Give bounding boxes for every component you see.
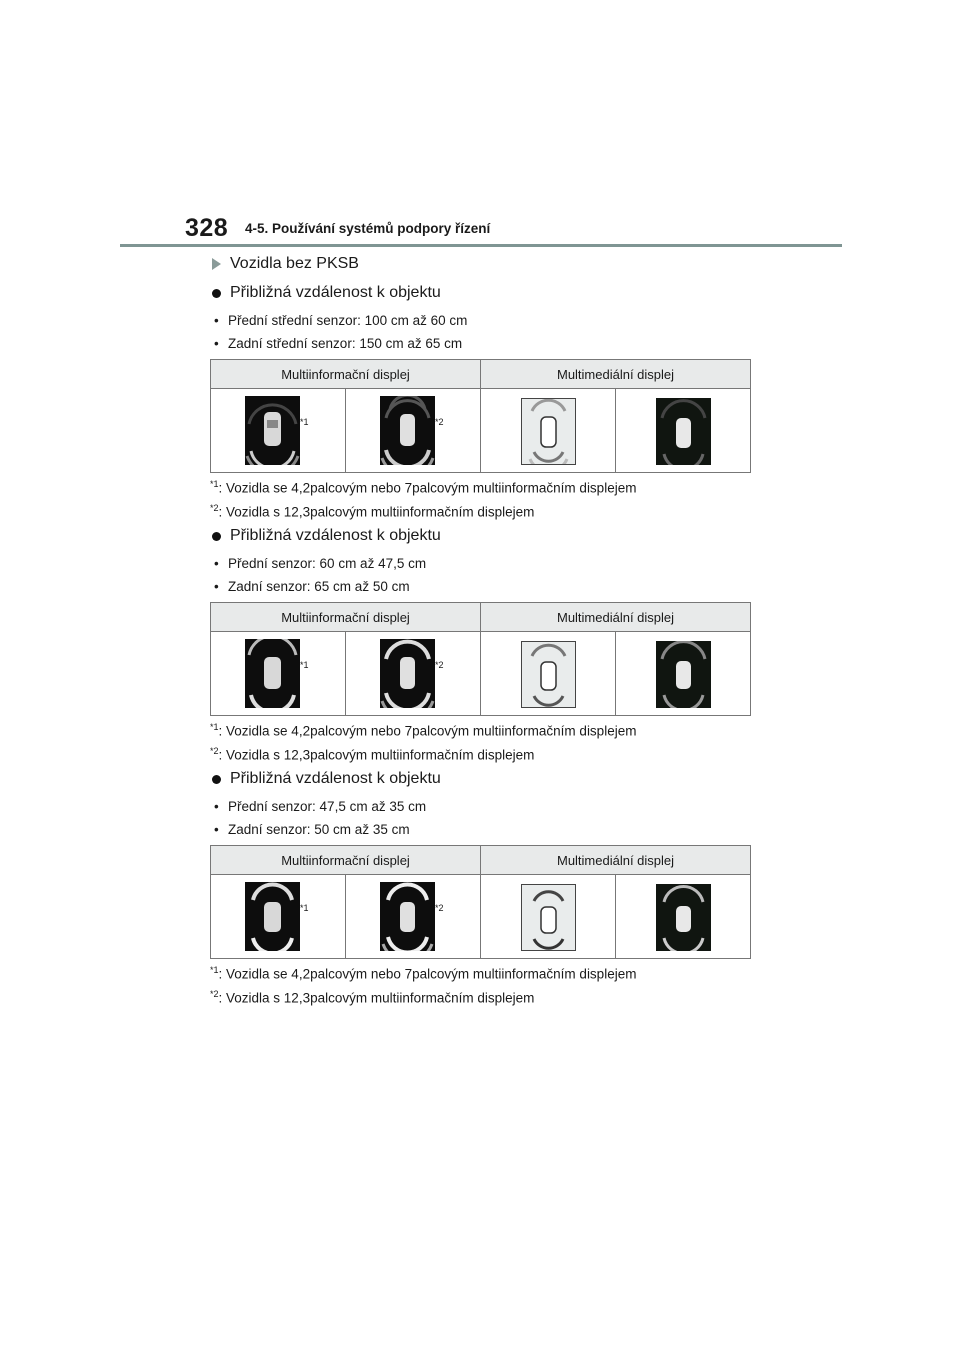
section-heading-text: Přibližná vzdálenost k objektu [230, 284, 441, 301]
footnotes [210, 965, 752, 1005]
display-cell [346, 632, 481, 716]
footnote-mark: *1 [300, 660, 309, 670]
parking-sensor-car-icon [245, 639, 300, 708]
section-title: 4-5. Používání systémů podpory řízení [245, 221, 491, 236]
section-heading [212, 526, 752, 546]
display-cell [616, 632, 751, 716]
section-3 [210, 769, 752, 1005]
list-item-text: Přední střední senzor: 100 cm až 60 cm [228, 313, 468, 328]
content [210, 254, 752, 1012]
table-header-multiinfo: Multiinformační displej [211, 603, 481, 632]
parking-sensor-car-icon [521, 398, 576, 465]
section-2 [210, 526, 752, 762]
section-heading-text: Přibližná vzdálenost k objektu [230, 770, 441, 787]
parking-sensor-car-icon [521, 884, 576, 951]
list-item: • Zadní senzor: 65 cm až 50 cm [214, 579, 410, 594]
parking-sensor-car-icon [380, 639, 435, 708]
footnote-2: $^{*2}$: Vozidla s 12,3palcovým multiinformačním displejem [210, 502, 535, 519]
item-list [210, 313, 752, 351]
list-item: • Zadní střední senzor: 150 cm až 65 cm [214, 336, 463, 351]
parking-sensor-car-icon [521, 641, 576, 708]
list-item-text: Přední senzor: 47,5 cm až 35 cm [228, 799, 427, 814]
table-header-multiinfo: Multiinformační displej [211, 360, 481, 389]
display-cell [616, 389, 751, 473]
parking-sensor-car-icon [656, 641, 711, 708]
list-item-text: Zadní střední senzor: 150 cm až 65 cm [228, 336, 463, 351]
list-item: • Zadní senzor: 50 cm až 35 cm [214, 822, 410, 837]
list-item-text: Zadní senzor: 50 cm až 35 cm [228, 822, 410, 837]
list-item-text: Přední senzor: 60 cm až 47,5 cm [228, 556, 427, 571]
parking-sensor-car-icon [245, 396, 300, 465]
footnote-mark: *2 [435, 660, 444, 670]
item-list [210, 799, 752, 837]
display-cell [211, 389, 346, 473]
section-heading [212, 769, 752, 789]
dot-icon [212, 289, 221, 298]
sub-heading-text: Vozidla bez PKSB [230, 255, 359, 272]
display-cell [481, 389, 616, 473]
header-rule [120, 244, 842, 247]
list-item-text: Zadní senzor: 65 cm až 50 cm [228, 579, 410, 594]
list-item: • Přední střední senzor: 100 cm až 60 cm [214, 313, 468, 328]
table-header-multiinfo: Multiinformační displej [211, 846, 481, 875]
footnote-mark: *2 [435, 903, 444, 913]
section-heading-text: Přibližná vzdálenost k objektu [230, 527, 441, 544]
display-cell [211, 632, 346, 716]
footnote-1: $^{*1}$: Vozidla se 4,2palcovým nebo 7palcovým multiinformačním displejem [210, 722, 637, 739]
list-item: • Přední senzor: 47,5 cm až 35 cm [214, 799, 427, 814]
parking-sensor-car-icon [656, 884, 711, 951]
sub-heading [212, 255, 752, 273]
item-list [210, 556, 752, 594]
display-table [210, 359, 751, 473]
display-cell [481, 875, 616, 959]
footnote-mark: *1 [300, 903, 309, 913]
display-table [210, 602, 751, 716]
dot-icon [212, 775, 221, 784]
display-cell [346, 875, 481, 959]
display-cell [346, 389, 481, 473]
display-cell [616, 875, 751, 959]
footnote-mark: *1 [300, 417, 309, 427]
triangle-icon [212, 258, 221, 270]
table-header-multimedia: Multimediální displej [481, 360, 751, 389]
footnote-2: $^{*2}$: Vozidla s 12,3palcovým multiinformačním displejem [210, 745, 535, 762]
footnotes [210, 722, 752, 762]
parking-sensor-car-icon [245, 882, 300, 951]
footnote-2: $^{*2}$: Vozidla s 12,3palcovým multiinformačním displejem [210, 988, 535, 1005]
parking-sensor-car-icon [380, 396, 435, 465]
dot-icon [212, 532, 221, 541]
display-cell [211, 875, 346, 959]
parking-sensor-car-icon [656, 398, 711, 465]
footnote-1: $^{*1}$: Vozidla se 4,2palcovým nebo 7palcovým multiinformačním displejem [210, 965, 637, 982]
section-1 [210, 283, 752, 519]
list-item: • Přední senzor: 60 cm až 47,5 cm [214, 556, 427, 571]
display-cell [481, 632, 616, 716]
page-number: 328 [185, 214, 229, 242]
footnote-mark: *2 [435, 417, 444, 427]
display-table [210, 845, 751, 959]
footnotes [210, 479, 752, 519]
table-header-multimedia: Multimediální displej [481, 603, 751, 632]
parking-sensor-car-icon [380, 882, 435, 951]
footnote-1: $^{*1}$: Vozidla se 4,2palcovým nebo 7palcovým multiinformačním displejem [210, 479, 637, 496]
section-heading [212, 283, 752, 303]
table-header-multimedia: Multimediální displej [481, 846, 751, 875]
